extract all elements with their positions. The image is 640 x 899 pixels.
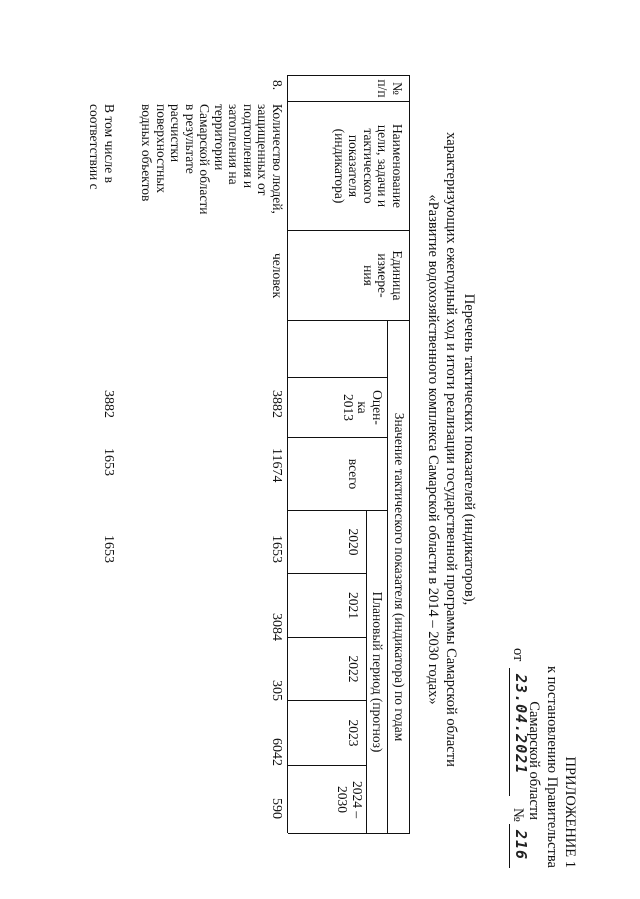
row2-name: В том числе в соответствии с	[87, 104, 117, 190]
heading-line-2: характеризующих ежегодный ход и итоги реализации государственной программы Самарской области	[443, 132, 459, 767]
header-2024-2030: 2024 – 2030	[335, 780, 365, 819]
row1-2023: 6042	[269, 738, 284, 766]
header-2023: 2023	[346, 719, 361, 747]
row1-name: Количество людей, защищенных от подтопления и затопления на территории Самарской области в результате расчистки поверхностных водных объектов	[139, 104, 285, 215]
header-bottom-border	[287, 75, 288, 833]
header-values: Значение тактического показателя (индикатора) по годам	[392, 412, 407, 742]
row1-2021: 3084	[269, 613, 284, 641]
row1-num: 8.	[270, 80, 285, 91]
table-right-border	[288, 833, 410, 834]
header-total: всего	[346, 458, 361, 490]
appendix-line-2: Самарской области	[526, 701, 542, 820]
date-prefix: от	[510, 648, 526, 662]
header-estimate-2013: Оцен- ка 2013	[341, 390, 385, 425]
appendix-title: ПРИЛОЖЕНИЕ 1	[562, 756, 578, 868]
heading-line-3: «Развитие водохозяйственного комплекса Самарской области в 2014 – 2030 годах»	[425, 194, 441, 705]
date-value: 23.04.2021	[512, 674, 530, 775]
row1-estimate: 3882	[269, 390, 284, 418]
number-value: 216	[512, 830, 530, 861]
date-underline	[509, 668, 510, 796]
header-num: № п/п	[375, 79, 405, 98]
row2-2014-2019: 1653	[101, 535, 116, 563]
row1-2014-2019: 1653	[269, 535, 284, 563]
heading-line-1: Перечень тактических показателей (индикаторов),	[461, 293, 477, 606]
values-header-divider	[387, 320, 388, 833]
row2-estimate: 3882	[101, 390, 116, 418]
row1-unit: человек	[270, 252, 285, 299]
header-2020: 2020	[346, 528, 361, 556]
table-top-border	[409, 75, 410, 833]
header-planned-period: Плановый период (прогноз)	[370, 591, 385, 753]
number-underline	[509, 824, 510, 868]
row2-total: 1653	[101, 448, 116, 476]
appendix-line-1: к постановлению Правительства	[544, 666, 560, 868]
header-name: Наименование цели, задачи и тактического показателя (индикатора)	[332, 123, 405, 209]
row1-total: 11674	[269, 448, 284, 483]
row1-2024-2030: 590	[269, 798, 284, 819]
planned-period-divider	[366, 510, 367, 833]
number-prefix: №	[510, 808, 526, 822]
header-2022: 2022	[346, 655, 361, 683]
col-divider-total	[288, 437, 388, 438]
row1-2022: 305	[269, 680, 284, 701]
header-2021: 2021	[346, 592, 361, 619]
header-unit: Единица измере- ния	[361, 250, 405, 301]
